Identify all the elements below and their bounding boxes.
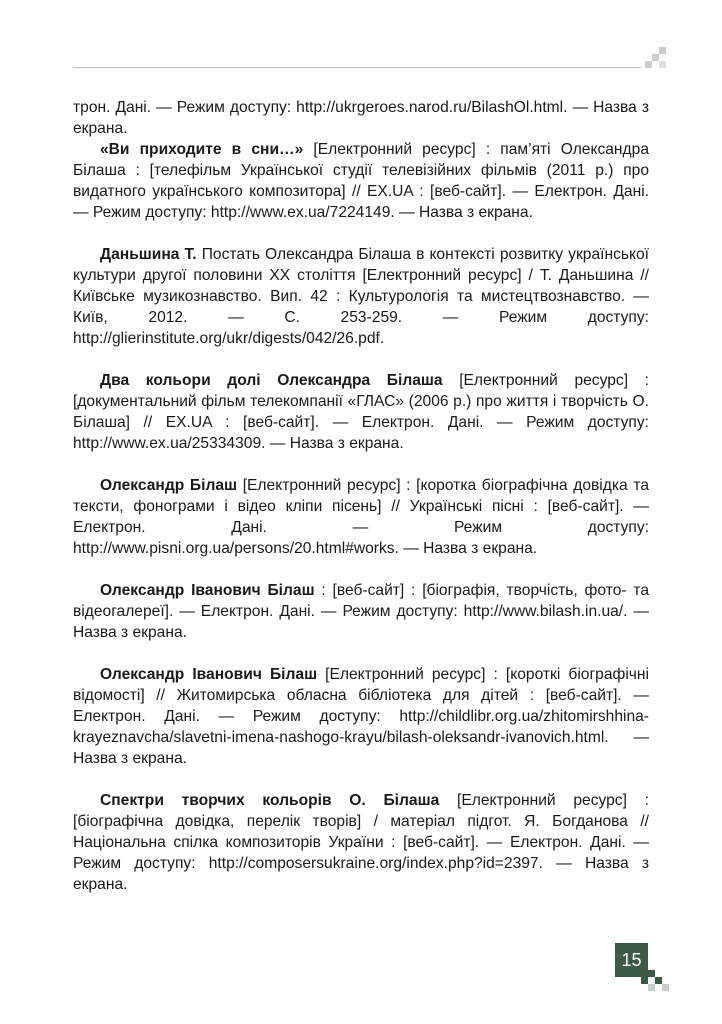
entry-3 xyxy=(73,370,649,454)
entry-text: [Електронний ресурс] : пам’яті Олександра Білаша : [телефільм Української студії телевізійних фільмів (2011 р.) про видатного українського композитора] // EX.UA : [веб-сайт]. — Електрон. Дані. — Режим доступу: http://www.ex.ua/7224149. — Назва з екрана. xyxy=(73,141,649,221)
entry-text: [Електронний ресурс] : [документальний фільм телекомпанії «ГЛАС» (2006 р.) про життя і творчість О. Білаша] // EX.UA : [веб-сайт]. — Електрон. Дані. — Режим доступу: http://www.ex.ua/25334309. — Назва з екрана. xyxy=(73,372,649,452)
entry-6 xyxy=(73,664,649,769)
entry-text: [Електронний ресурс] : [коротка біографічна довідка та тексти, фонограми і відео кліпи пісень] // Українські пісні : [веб-сайт]. — Електрон. Дані. — Режим доступу: http://www.pisni.org.ua/persons/20.html#works. — Назва з екрана. xyxy=(73,477,649,557)
entry-title: «Ви приходите в сни…» xyxy=(100,141,304,158)
entry-text: [Електронний ресурс] : [біографічна довідка, перелік творів] / матеріал підгот. Я. Богданова // Національна спілка композиторів України : [веб-сайт]. — Електрон. Дані. — Режим доступу: http://composersukraine.org/index.php?id=2397. — Назва з екрана. xyxy=(73,792,649,893)
entry-title: Олександр Іванович Білаш xyxy=(100,666,318,683)
entry-1 xyxy=(73,139,649,223)
entry-5 xyxy=(73,580,649,643)
entry-title: Олександр Білаш xyxy=(100,477,238,494)
entry-title: Даньшина Т. xyxy=(100,246,197,263)
entry-2 xyxy=(73,244,649,349)
bibliography-list xyxy=(73,97,649,895)
entry-7 xyxy=(73,790,649,895)
entry-4 xyxy=(73,475,649,559)
entry-title: Два кольори долі Олександра Білаша xyxy=(100,372,443,389)
entry-text: : [веб-сайт] : [біографія, творчість, фото- та відеогалереї]. — Електрон. Дані. — Режим доступу: http://www.bilash.in.ua/. — Назва з екрана. xyxy=(73,582,650,641)
entry-text: Постать Олександра Білаша в контексті розвитку української культури другої половини ХХ століття [Електронний ресурс] / Т. Даньшина // Київське музикознавство. Вип. 42 : Культурологія та мистецтвознавство. — Київ, 2012. — С. 253-259. — Режим доступу: http://glierinstitute.org/ukr/digests/042/26.pdf. xyxy=(73,246,649,347)
page-number: 15 xyxy=(615,943,648,977)
entry-title: Олександр Іванович Білаш xyxy=(100,582,315,599)
entry-text: [Електронний ресурс] : [короткі біографічні відомості] // Житомирська обласна бібліотека для дітей : [веб-сайт]. — Електрон. Дані. — Режим доступу: http://childlibr.org.ua/zhitomirshhina-krayeznavcha/slavetni-imena-nashogo-krayu/bilash-oleksandr-ivanovich.html. — Назва з екрана. xyxy=(73,666,649,767)
entry-text: трон. Дані. — Режим доступу: http://ukrgeroes.narod.ru/BilashOl.html. — Назва з екрана. xyxy=(73,99,649,137)
entry-title: Спектри творчих кольорів О. Білаша xyxy=(100,792,440,809)
header-rule xyxy=(73,67,641,68)
entry-0 xyxy=(73,97,649,139)
